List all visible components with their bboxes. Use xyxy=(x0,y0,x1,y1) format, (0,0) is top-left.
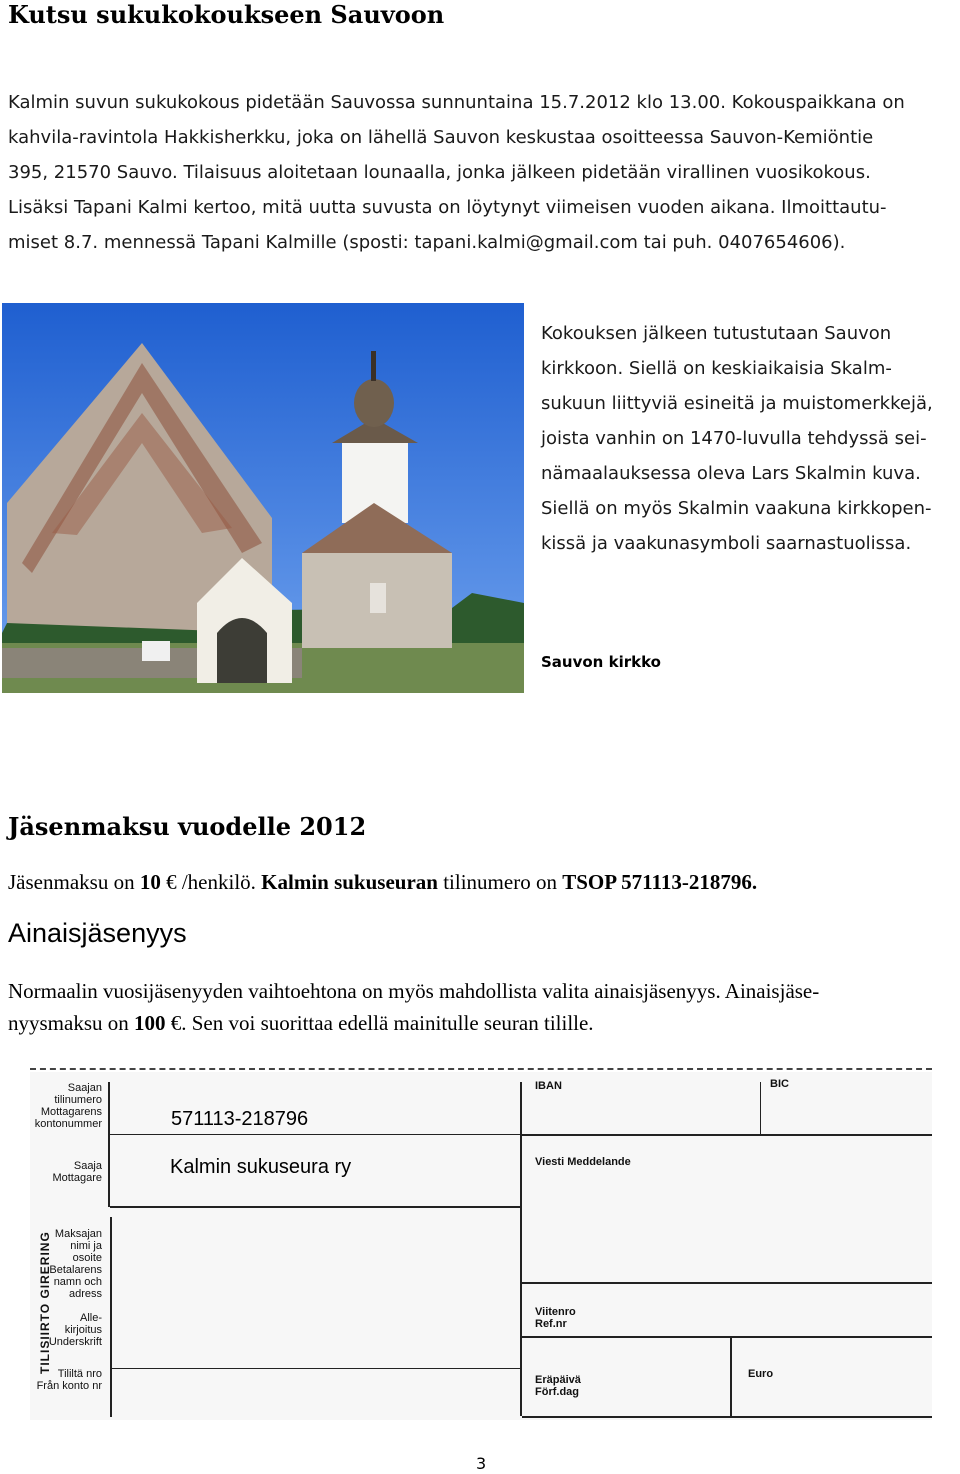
lifetime-text xyxy=(8,975,819,1039)
from-account-label: Tililtä nro Från konto nr xyxy=(36,1368,102,1392)
lifetime-prefix: nyysmaksu on xyxy=(8,1011,134,1035)
payee-account-value: 571113-218796 xyxy=(171,1108,309,1130)
iban-label: IBAN xyxy=(535,1080,562,1092)
church-paragraph xyxy=(541,316,933,561)
membership-text xyxy=(8,866,757,898)
membership-prefix: Jäsenmaksu on xyxy=(8,870,140,894)
church-line: nämaalauksessa oleva Lars Skalmin kuva. xyxy=(541,463,921,484)
giro-side-label: TILISIIRTO GIRERING xyxy=(38,1231,52,1374)
lifetime-heading: Ainaisjäsenyys xyxy=(8,918,187,948)
intro-line: 395, 21570 Sauvo. Tilaisuus aloitetaan lounaalla, jonka jälkeen pidetään virallinen vuosikokous. xyxy=(8,162,871,183)
due-date-label: Eräpäivä Förf.dag xyxy=(535,1374,581,1398)
euro-sign: € xyxy=(170,1011,182,1035)
intro-line: miset 8.7. mennessä Tapani Kalmille (sposti: tapani.kalmi@gmail.com tai puh. 0407654606). xyxy=(8,232,846,253)
lifetime-line xyxy=(8,1007,819,1039)
lifetime-suffix: . Sen voi suorittaa edellä mainitulle seuran tilille. xyxy=(181,1011,594,1035)
intro-line: Kalmin suvun sukukokous pidetään Sauvossa sunnuntaina 15.7.2012 klo 13.00. Kokouspaikkana on xyxy=(8,92,905,113)
euro-sign: € xyxy=(166,870,177,894)
membership-heading: Jäsenmaksu vuodelle 2012 xyxy=(8,812,367,841)
message-label: Viesti Meddelande xyxy=(535,1156,631,1168)
lifetime-amount: 100 xyxy=(134,1011,171,1035)
page-title: Kutsu sukukokoukseen Sauvoon xyxy=(8,0,445,29)
intro-line: kahvila-ravintola Hakkisherkku, joka on lähellä Sauvon keskustaa osoitteessa Sauvon-Kemiöntie xyxy=(8,127,874,148)
photo-caption: Sauvon kirkko xyxy=(541,653,661,671)
payee-value: Kalmin sukuseura ry xyxy=(170,1156,352,1178)
membership-line xyxy=(8,866,757,898)
lifetime-line: Normaalin vuosijäsenyyden vaihtoehtona on myös mahdollista valita ainaisjäsenyys. Ainaisjäse- xyxy=(8,979,820,1003)
giro-form xyxy=(30,1072,932,1420)
euro-label: Euro xyxy=(748,1368,774,1380)
church-line: Siellä on myös Skalmin vaakuna kirkkopen- xyxy=(541,498,932,519)
reference-label: Viitenro Ref.nr xyxy=(535,1306,576,1330)
intro-line: Lisäksi Tapani Kalmi kertoo, mitä uutta suvusta on löytynyt viimeisen vuoden aikana. Ilmoittautu- xyxy=(8,197,887,218)
page-number: 3 xyxy=(476,1454,487,1473)
membership-mid2: tilinumero on xyxy=(437,870,563,894)
cut-line xyxy=(30,1068,932,1070)
church-line: kissä ja vaakunasymboli saarnastuolissa. xyxy=(541,533,912,554)
membership-mid: /henkilö. xyxy=(176,870,262,894)
payee-account-label: Saajan tilinumero Mottagarens kontonummer xyxy=(34,1082,102,1130)
church-line: Kokouksen jälkeen tutustutaan Sauvon xyxy=(541,323,892,344)
church-line: kirkkoon. Siellä on keskiaikaisia Skalm- xyxy=(541,358,892,379)
church-photo xyxy=(2,303,524,693)
membership-org: Kalmin sukuseuran xyxy=(261,870,438,894)
church-line: sukuun liittyviä esineitä ja muistomerkkejä, xyxy=(541,393,933,414)
church-line: joista vanhin on 1470-luvulla tehdyssä sei- xyxy=(541,428,927,449)
signature-label: Alle- kirjoitus Underskrift xyxy=(48,1312,102,1348)
payer-label: Maksajan nimi ja osoite Betalarens namn och adress xyxy=(49,1228,102,1300)
bic-label: BIC xyxy=(770,1078,789,1090)
membership-amount: 10 xyxy=(139,870,167,894)
payee-label: Saaja Mottagare xyxy=(52,1160,102,1184)
intro-paragraph xyxy=(8,85,905,260)
membership-account: TSOP 571113-218796. xyxy=(562,870,758,894)
